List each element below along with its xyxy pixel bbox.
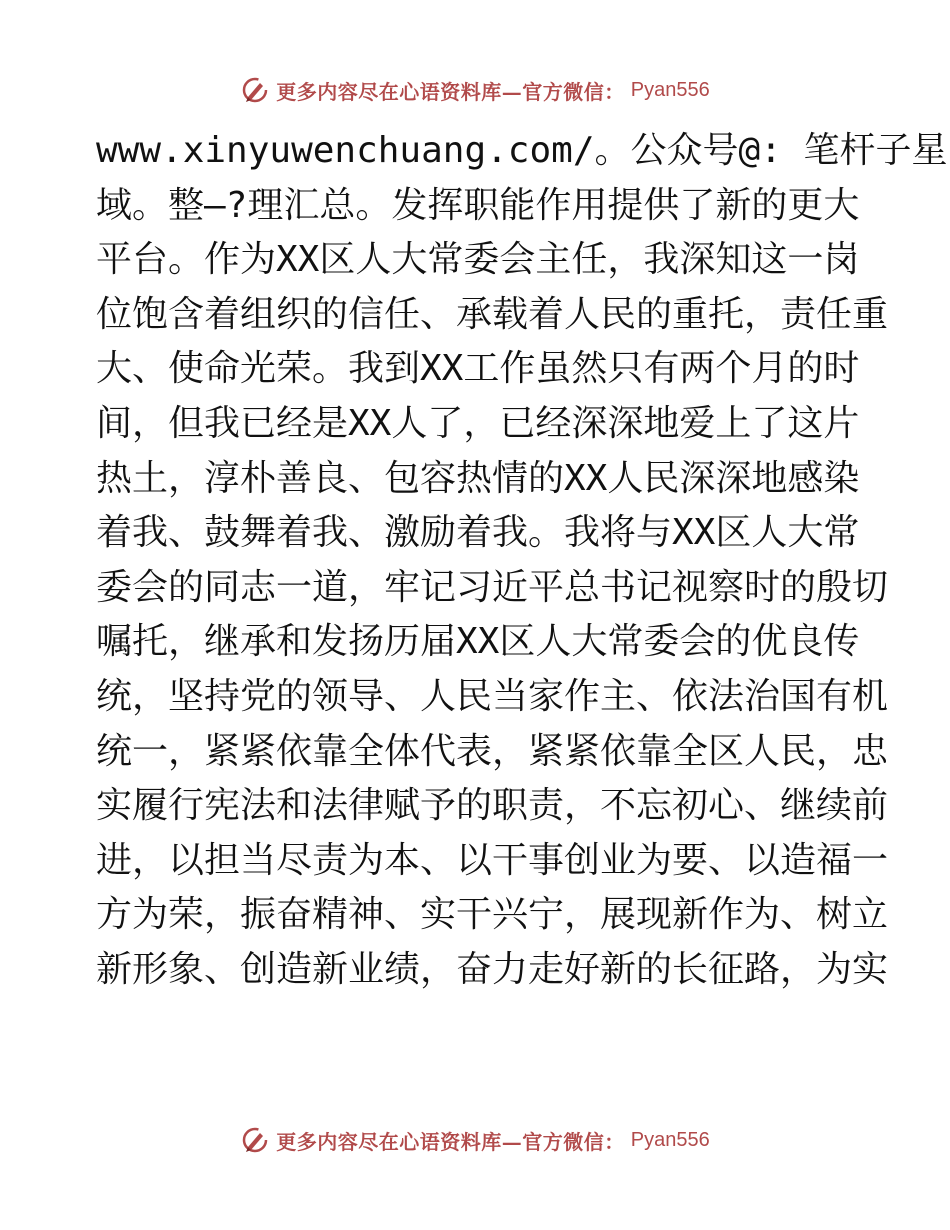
footer-banner-id: Pyan556 <box>630 1128 710 1151</box>
document-body <box>96 124 948 998</box>
body-line: 委会的同志一道，牢记习近平总书记视察时的殷切 <box>96 566 889 608</box>
body-line: www.xinyuwenchuang.com/。公众号@: 笔杆子星 <box>96 130 948 171</box>
pen-logo-icon <box>240 1125 270 1155</box>
body-line: 域。整—?理汇总。发挥职能作用提供了新的更大 <box>96 184 860 226</box>
body-line: 统一，紧紧依靠全体代表，紧紧依靠全区人民，忠 <box>96 730 889 772</box>
footer-banner <box>0 1120 950 1160</box>
body-line: 方为荣，振奋精神、实干兴宁，展现新作为、树立 <box>96 894 889 936</box>
body-line: 着我、鼓舞着我、激励着我。我将与XX区人大常 <box>96 512 860 554</box>
body-line: 位饱含着组织的信任、承载着人民的重托，责任重 <box>96 293 889 335</box>
body-line: 统，坚持党的领导、人民当家作主、依法治国有机 <box>96 675 889 717</box>
body-line: 进，以担当尽责为本、以干事创业为要、以造福一 <box>96 839 889 881</box>
footer-banner-text: 更多内容尽在心语资料库—官方微信： <box>276 1129 625 1154</box>
body-line: 大、使命光荣。我到XX工作虽然只有两个月的时 <box>96 348 860 390</box>
header-banner <box>0 70 950 110</box>
pen-logo-icon <box>240 75 270 105</box>
header-banner-id: Pyan556 <box>630 78 710 101</box>
body-line: 新形象、创造新业绩，奋力走好新的长征路，为实 <box>96 948 889 990</box>
header-banner-text: 更多内容尽在心语资料库—官方微信： <box>276 79 625 104</box>
body-line: 嘱托，继承和发扬历届XX区人大常委会的优良传 <box>96 621 860 663</box>
body-line: 实履行宪法和法律赋予的职责，不忘初心、继续前 <box>96 785 889 827</box>
body-line: 平台。作为XX区人大常委会主任，我深知这一岗 <box>96 239 860 281</box>
body-line: 间，但我已经是XX人了，已经深深地爱上了这片 <box>96 402 860 444</box>
body-line: 热土，淳朴善良、包容热情的XX人民深深地感染 <box>96 457 860 499</box>
